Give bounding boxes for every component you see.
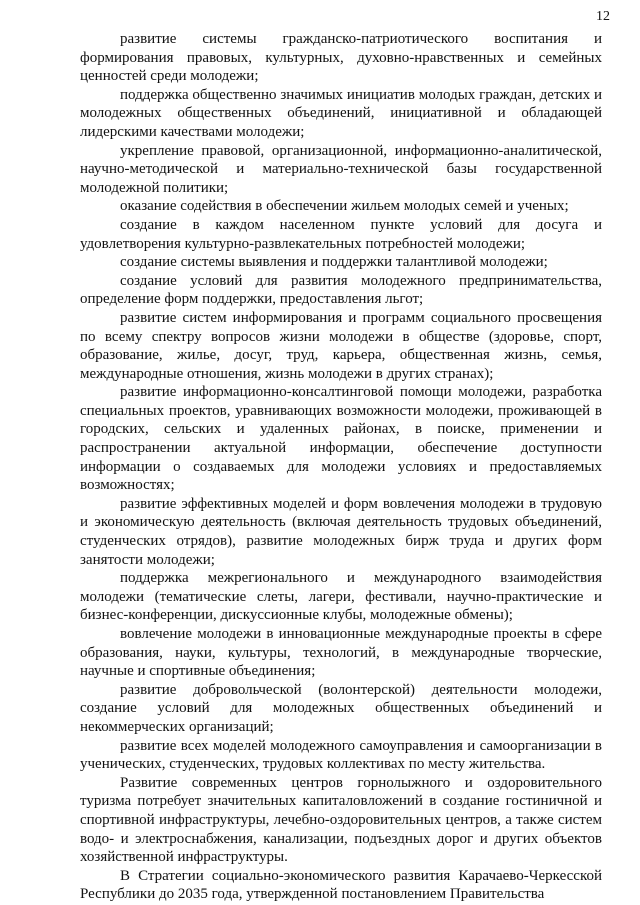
paragraph-strategy: В Стратегии социально-экономического развития Карачаево-Черкесской Республики до 2035 года, утвержденной постановлением Правительства bbox=[80, 867, 602, 903]
page-number: 12 bbox=[596, 9, 610, 24]
list-item: создание в каждом населенном пункте условий для досуга и удовлетворения культурно-развлекательных потребностей молодежи; bbox=[80, 216, 602, 252]
list-item: развитие всех моделей молодежного самоуправления и самоорганизации в ученических, студенческих, трудовых коллективах по месту жительства. bbox=[80, 737, 602, 773]
list-item: развитие эффективных моделей и форм вовлечения молодежи в трудовую и экономическую деятельность (включая деятельность трудовых объединений, студенческих отрядов), развитие молодежных бирж труда и других форм занятости молодежи; bbox=[80, 495, 602, 568]
paragraph-tourism: Развитие современных центров горнолыжного и оздоровительного туризма потребует значительных капиталовложений в создание гостиничной и спортивной инфраструктуры, лечебно-оздоровительных центров, а также систем водо- и электроснабжения, канализации, подъездных дорог и других объектов хозяйственной инфраструктуры. bbox=[80, 774, 602, 866]
list-item: создание системы выявления и поддержки талантливой молодежи; bbox=[120, 254, 548, 271]
list-item: развитие информационно-консалтинговой помощи молодежи, разработка специальных проектов, уравнивающих возможности молодежи, проживающей в городских, сельских и удаленных районах, в поиске, применении и распространении актуальной информации, обеспечение доступности информации о создаваемых для молодежи условиях и предоставляемых возможностях; bbox=[80, 384, 602, 494]
list-item: укрепление правовой, организационной, информационно-аналитической, научно-методической и материально-технической базы государственной молодежной политики; bbox=[80, 142, 602, 196]
list-item: создание условий для развития молодежного предпринимательства, определение форм поддержки, предоставления льгот; bbox=[80, 272, 602, 308]
list-item: поддержка межрегионального и международного взаимодействия молодежи (тематические слеты, лагери, фестивали, научно-практические и бизнес-конференции, дискуссионные клубы, молодежные обмены); bbox=[80, 570, 602, 624]
list-item: вовлечение молодежи в инновационные международные проекты в сфере образования, науки, культуры, технологий, в международные творческие, научные и спортивные объединения; bbox=[80, 626, 602, 680]
list-item: оказание содействия в обеспечении жильем молодых семей и ученых; bbox=[120, 198, 569, 215]
list-item: развитие добровольческой (волонтерской) деятельности молодежи, создание условий для молодежных общественных объединений и некоммерческих организаций; bbox=[80, 681, 602, 735]
list-item: развитие системы гражданско-патриотического воспитания и формирования правовых, культурных, духовно-нравственных и семейных ценностей среди молодежи; bbox=[80, 31, 602, 85]
list-item: поддержка общественно значимых инициатив молодых граждан, детских и молодежных общественных объединений, инициативной и обладающей лидерскими качествами молодежи; bbox=[80, 86, 602, 140]
list-item: развитие систем информирования и программ социального просвещения по всему спектру вопросов жизни молодежи в обществе (здоровье, спорт, образование, жилье, досуг, труд, карьера, общественная жизнь, семья, международные отношения, жизнь молодежи в других странах); bbox=[80, 309, 602, 382]
document-body bbox=[80, 30, 602, 904]
